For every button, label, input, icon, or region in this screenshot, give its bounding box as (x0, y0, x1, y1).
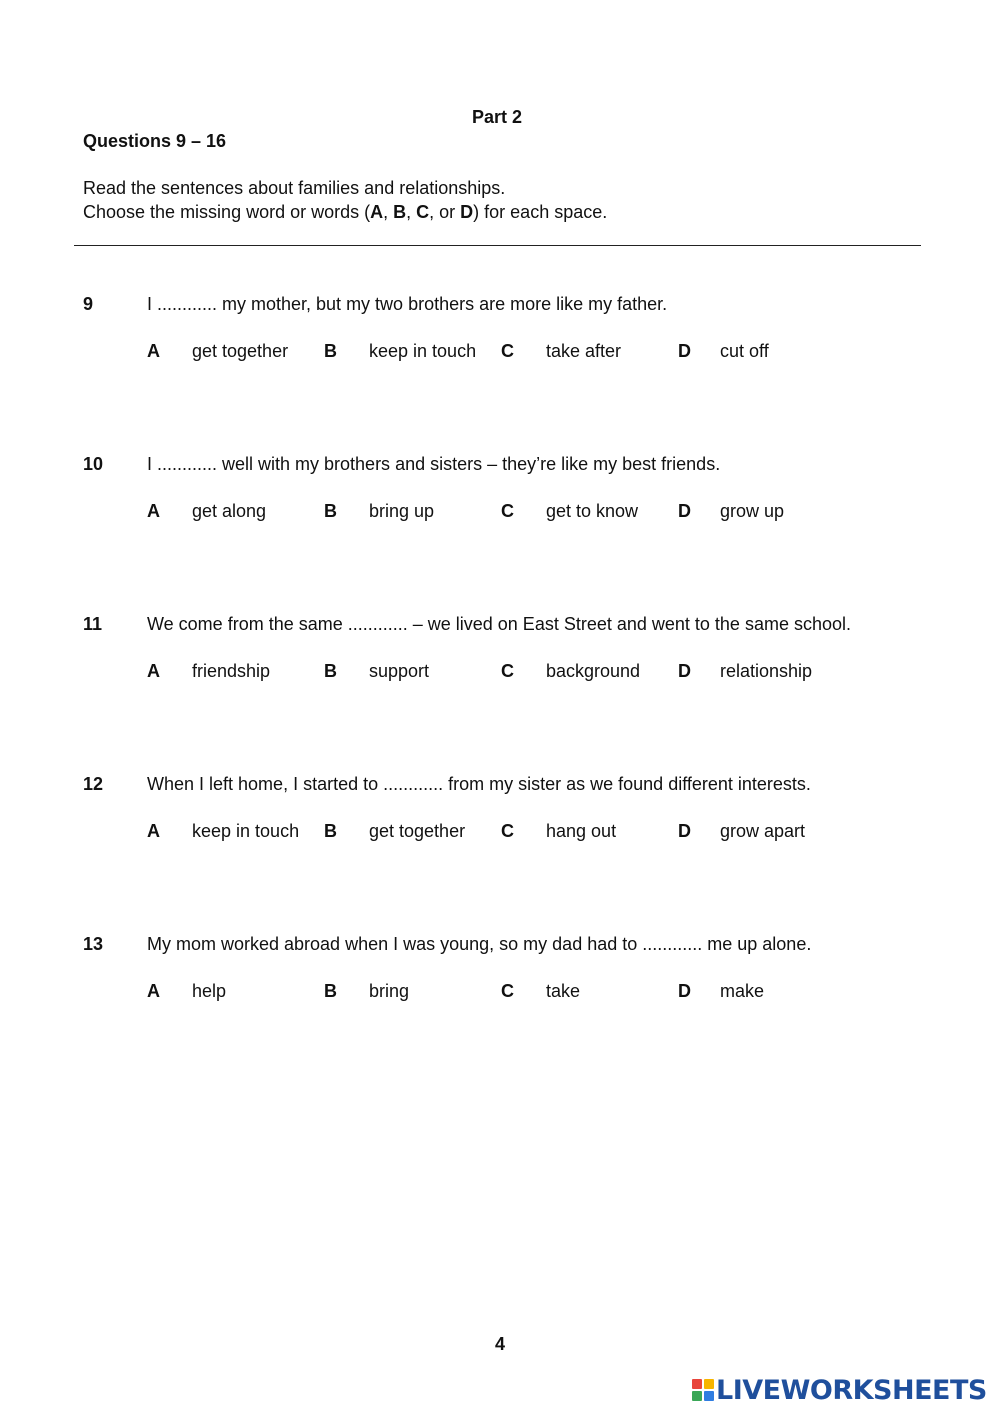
instruction-suffix: ) for each space. (473, 202, 608, 222)
instruction-letter-a: A (370, 202, 384, 222)
instruction-line-2 (83, 202, 607, 223)
question-text: I ............ well with my brothers and sisters – they’re like my best friends. (147, 454, 721, 474)
option-a-text[interactable]: keep in touch (192, 821, 300, 841)
liveworksheets-logo (692, 1374, 987, 1406)
question-9 (0, 294, 1000, 374)
question-number: 10 (83, 454, 104, 474)
option-d-letter[interactable]: D (678, 501, 691, 521)
instruction-letter-c: C (416, 202, 430, 222)
option-a-letter[interactable]: A (147, 821, 160, 841)
option-b-text[interactable]: bring up (369, 501, 435, 521)
option-b-letter[interactable]: B (324, 661, 337, 681)
option-a-text[interactable]: friendship (192, 661, 271, 681)
option-b-text[interactable]: support (369, 661, 430, 681)
question-number: 12 (83, 774, 104, 794)
option-d-letter[interactable]: D (678, 661, 691, 681)
question-12 (0, 774, 1000, 854)
option-a-text[interactable]: get along (192, 501, 267, 521)
liveworksheets-logo-text: LIVEWORKSHEETS (716, 1374, 987, 1406)
option-b-text[interactable]: bring (369, 981, 410, 1001)
option-c-letter[interactable]: C (501, 661, 514, 681)
option-c-letter[interactable]: C (501, 981, 514, 1001)
option-b-letter[interactable]: B (324, 821, 337, 841)
option-c-text[interactable]: hang out (546, 821, 617, 841)
option-d-text[interactable]: cut off (720, 341, 769, 361)
option-c-letter[interactable]: C (501, 341, 514, 361)
question-number: 13 (83, 934, 104, 954)
question-text: I ............ my mother, but my two brothers are more like my father. (147, 294, 668, 314)
option-c-letter[interactable]: C (501, 501, 514, 521)
option-c-letter[interactable]: C (501, 821, 514, 841)
option-d-text[interactable]: grow up (720, 501, 785, 521)
option-a-text[interactable]: help (192, 981, 227, 1001)
option-b-text[interactable]: keep in touch (369, 341, 477, 361)
option-d-text[interactable]: relationship (720, 661, 813, 681)
questions-range-heading: Questions 9 – 16 (83, 131, 227, 151)
option-b-letter[interactable]: B (324, 501, 337, 521)
instruction-letter-b: B (393, 202, 407, 222)
option-b-letter[interactable]: B (324, 981, 337, 1001)
question-number: 9 (83, 294, 94, 314)
option-a-text[interactable]: get together (192, 341, 289, 361)
option-a-letter[interactable]: A (147, 661, 160, 681)
page-number: 4 (494, 1334, 505, 1354)
instruction-letter-d: D (460, 202, 474, 222)
option-c-text[interactable]: take after (546, 341, 622, 361)
part-title: Part 2 (471, 107, 523, 127)
option-d-text[interactable]: make (720, 981, 765, 1001)
question-text: We come from the same ............ – we lived on East Street and went to the same school. (147, 614, 851, 634)
instruction-separator: , (383, 202, 394, 222)
option-d-letter[interactable]: D (678, 821, 691, 841)
question-10 (0, 454, 1000, 534)
question-text: When I left home, I started to ............ from my sister as we found different interests. (147, 774, 811, 794)
liveworksheets-logo-icon (692, 1379, 714, 1401)
header-divider (74, 245, 921, 246)
option-a-letter[interactable]: A (147, 501, 160, 521)
option-c-text[interactable]: get to know (546, 501, 639, 521)
question-number: 11 (83, 614, 103, 634)
option-c-text[interactable]: background (546, 661, 641, 681)
instruction-line-1: Read the sentences about families and relationships. (83, 178, 506, 198)
option-c-text[interactable]: take (546, 981, 581, 1001)
question-13 (0, 934, 1000, 1014)
instruction-separator: , (406, 202, 417, 222)
question-11 (0, 614, 1000, 694)
option-d-text[interactable]: grow apart (720, 821, 806, 841)
instruction-prefix: Choose the missing word or words ( (83, 202, 371, 222)
option-d-letter[interactable]: D (678, 981, 691, 1001)
question-text: My mom worked abroad when I was young, so my dad had to ............ me up alone. (147, 934, 812, 954)
instruction-separator: , or (429, 202, 461, 222)
option-d-letter[interactable]: D (678, 341, 691, 361)
option-b-text[interactable]: get together (369, 821, 466, 841)
option-a-letter[interactable]: A (147, 341, 160, 361)
option-b-letter[interactable]: B (324, 341, 337, 361)
option-a-letter[interactable]: A (147, 981, 160, 1001)
